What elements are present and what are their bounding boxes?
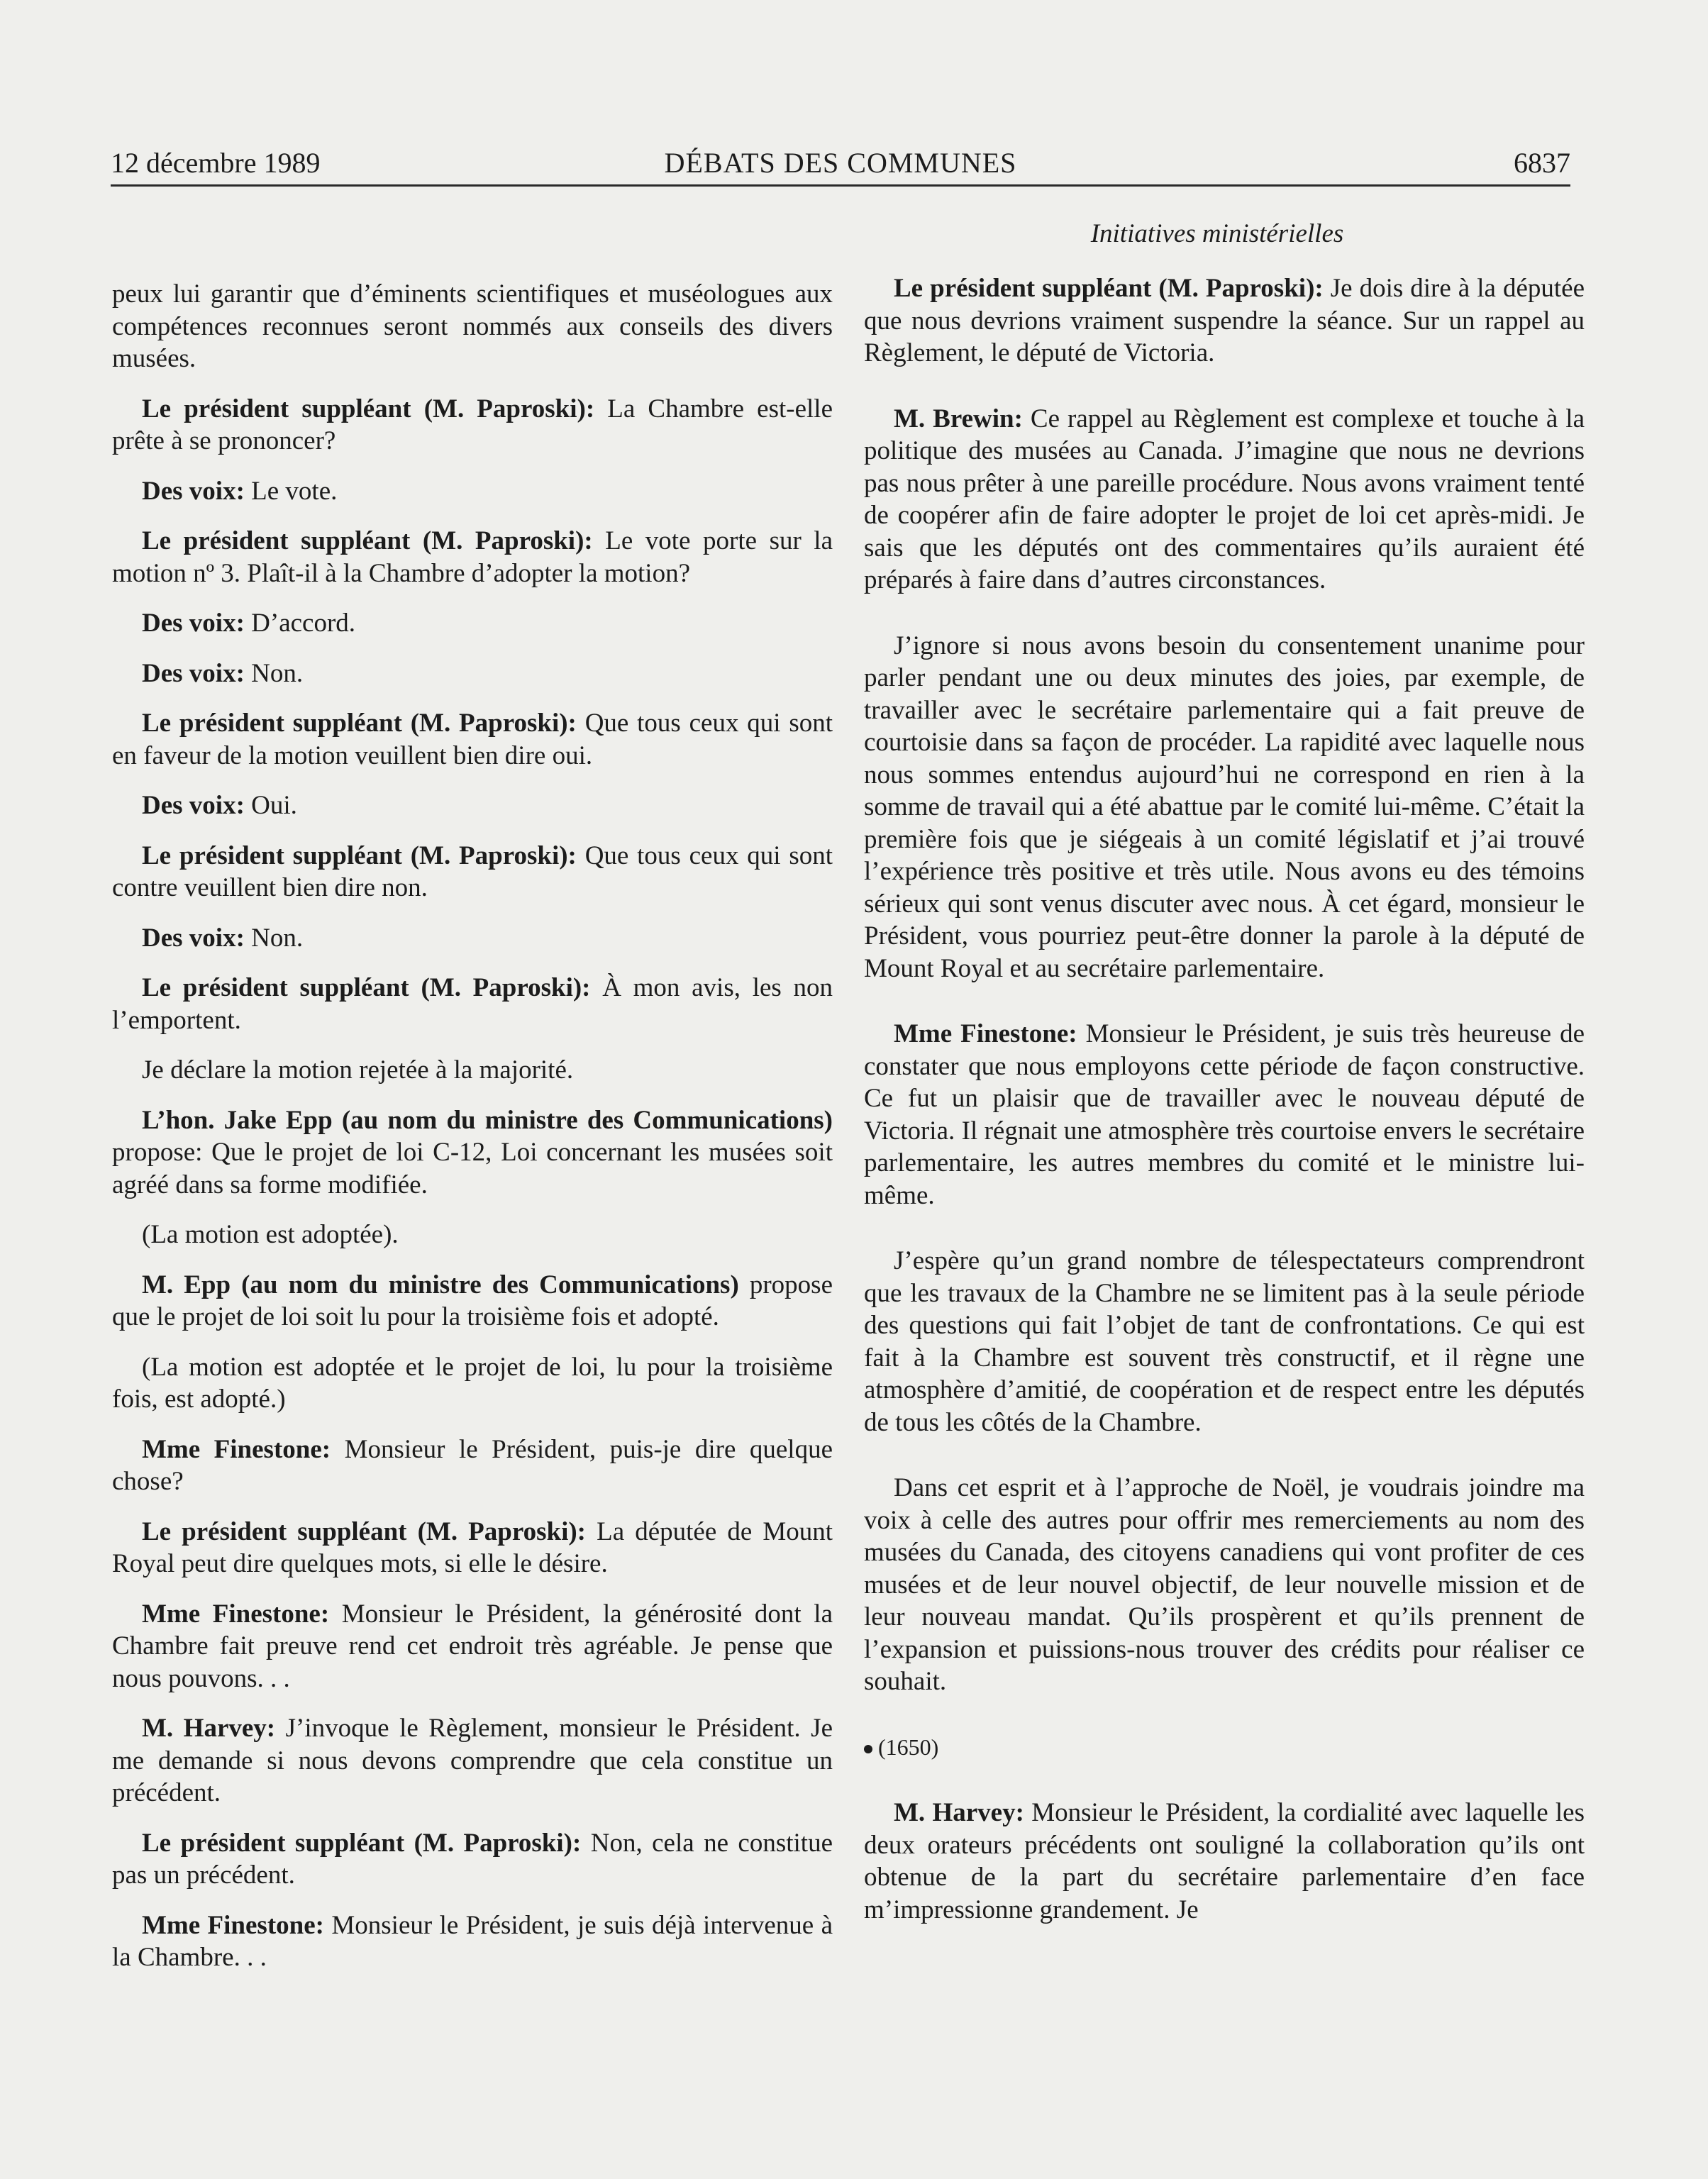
speaker-name: Le président suppléant (M. Paproski): — [142, 709, 577, 738]
paragraph — [112, 393, 833, 458]
paragraph — [112, 475, 833, 508]
paragraph-text: propose que le projet de loi soit lu pour la troisième fois et adopté. — [112, 1270, 833, 1331]
time-marker — [864, 1731, 1585, 1764]
paragraph-text: Je déclare la motion rejetée à la majorité. — [142, 1055, 574, 1085]
left-column — [112, 278, 833, 1992]
paragraph — [112, 1054, 833, 1087]
speaker-name: M. Harvey: — [142, 1714, 276, 1743]
paragraph — [112, 1269, 833, 1334]
paragraph-text: Oui. — [251, 791, 297, 820]
paragraph — [864, 1245, 1585, 1438]
speaker-name: Mme Finestone: — [142, 1434, 331, 1464]
paragraph — [112, 922, 833, 955]
section-label: Initiatives ministérielles — [1090, 219, 1344, 248]
paragraph — [112, 972, 833, 1036]
paragraph — [112, 1351, 833, 1416]
paragraph-text: À mon avis, les non l’emportent. — [112, 973, 833, 1035]
speaker-name: Le président suppléant (M. Paproski): — [142, 394, 595, 423]
page-header — [111, 142, 1570, 182]
time-marker-text: (1650) — [878, 1734, 939, 1760]
speaker-name: Des voix: — [142, 476, 245, 506]
paragraph — [112, 1909, 833, 1974]
speaker-name: Des voix: — [142, 658, 245, 688]
header-date: 12 décembre 1989 — [111, 147, 321, 179]
paragraph — [112, 1712, 833, 1809]
speaker-name: Mme Finestone: — [142, 1910, 324, 1940]
speaker-name: Le président suppléant (M. Paproski): — [142, 841, 577, 870]
paragraph — [112, 840, 833, 904]
speaker-name: Des voix: — [142, 923, 245, 953]
paragraph-text: Je dois dire à la députée que nous devrions vraiment suspendre la séance. Sur un rappel au Règlement, le député de Victoria. — [864, 274, 1585, 367]
speaker-name: Des voix: — [142, 609, 245, 638]
speaker-name: M. Harvey: — [894, 1798, 1024, 1827]
paragraph — [864, 1472, 1585, 1698]
right-column — [864, 272, 1585, 1959]
paragraph-text: J’espère qu’un grand nombre de télespectateurs comprendront que les travaux de la Chambre ne se limitent pas à la seule période des questions qui fait l’objet de tant de confrontations. Ce qui est fait à la Chambre est souvent très constructif, et il règne une atmosphère d’amitié, de coopération et de respect entre les députés de tous les côtés de la Chambre. — [864, 1246, 1585, 1437]
speaker-name: Le président suppléant (M. Paproski): — [142, 1517, 586, 1546]
speaker-name: Mme Finestone: — [894, 1019, 1077, 1048]
paragraph — [864, 1797, 1585, 1926]
paragraph-text: J’invoque le Règlement, monsieur le Président. Je me demande si nous devons comprendre que cela constitue un précédent. — [112, 1714, 833, 1807]
paragraph-text: La députée de Mount Royal peut dire quelques mots, si elle le désire. — [112, 1517, 833, 1578]
header-title: DÉBATS DES COMMUNES — [664, 147, 1017, 179]
paragraph-text: Monsieur le Président, puis-je dire quelque chose? — [112, 1434, 833, 1496]
paragraph-text: peux lui garantir que d’éminents scientifiques et muséologues aux compétences reconnues seront nommés aux conseils des divers musées. — [112, 279, 833, 373]
paragraph-text: Monsieur le Président, la générosité dont la Chambre fait preuve rend cet endroit très agréable. Je pense que nous pouvons. . . — [112, 1599, 833, 1693]
paragraph-text: Non. — [251, 923, 304, 953]
paragraph — [112, 1598, 833, 1695]
paragraph-text: (La motion est adoptée et le projet de loi, lu pour la troisième fois, est adopté.) — [112, 1352, 833, 1414]
paragraph — [112, 525, 833, 589]
paragraph-text: Que tous ceux qui sont en faveur de la motion veuillent bien dire oui. — [112, 709, 833, 770]
paragraph-text: Que tous ceux qui sont contre veuillent bien dire non. — [112, 841, 833, 902]
paragraph-text: propose: Que le projet de loi C-12, Loi concernant les musées soit agréé dans sa forme modifiée. — [112, 1138, 833, 1199]
paragraph-text: J’ignore si nous avons besoin du consentement unanime pour parler pendant une ou deux minutes des joies, par exemple, de travailler avec le secrétaire parlementaire qui a fait preuve de courtoisie dans sa façon de procéder. La rapidité avec laquelle nous nous sommes entendus aujourd’hui ne correspond en rien à la somme de travail qui a été abattue par le comité lui-même. C’était la première fois que je siégeais à un comité législatif et j’ai trouvé l’expérience très positive et très utile. Nous avons eu des témoins sérieux qui sont venus discuter avec nous. À cet égard, monsieur le Président, vous pourriez peut-être donner la parole à la député de Mount Royal et au secrétaire parlementaire. — [864, 631, 1585, 983]
paragraph-text: D’accord. — [251, 609, 356, 638]
paragraph-text: Le vote porte sur la motion nº 3. Plaît-il à la Chambre d’adopter la motion? — [112, 526, 833, 588]
paragraph-text: Non, cela ne constitue pas un précédent. — [112, 1828, 833, 1890]
paragraph-text: Monsieur le Président, je suis très heureuse de constater que nous employons cette période de façon constructive. Ce fut un plaisir que de travailler avec le nouveau député de Victoria. Il régnait une atmosphère très courtoise envers le secrétaire parlementaire, les autres membres du comité et le ministre lui-même. — [864, 1019, 1585, 1210]
speaker-name: Le président suppléant (M. Paproski): — [142, 526, 593, 555]
paragraph-text: Dans cet esprit et à l’approche de Noël, je voudrais joindre ma voix à celle des autres pour offrir mes remerciements au nom des musées du Canada, des citoyens canadiens qui vont profiter de ces musées et de leur nouvel objectif, de leur nouvelle mission et de leur nouveau mandat. Qu’ils prospèrent et qu’ils prennent de l’expansion et puissions-nous trouver des crédits pour réaliser ce souhait. — [864, 1473, 1585, 1696]
paragraph-text: (La motion est adoptée). — [142, 1220, 399, 1249]
paragraph — [112, 1434, 833, 1498]
paragraph — [864, 403, 1585, 597]
paragraph-text: Ce rappel au Règlement est complexe et touche à la politique des musées au Canada. J’imagine que nous ne devrions pas nous prêter à une pareille procédure. Nous avons vraiment tenté de coopérer afin de faire adopter le projet de loi cet après-midi. Je sais que les députés ont des commentaires qu’ils auraient été préparés à faire dans d’autres circonstances. — [864, 404, 1585, 594]
paragraph-text: Le vote. — [251, 476, 338, 506]
paragraph — [112, 658, 833, 690]
paragraph-text: Monsieur le Président, la cordialité avec laquelle les deux orateurs précédents ont souligné la collaboration qu’ils ont obtenue de la part du secrétaire parlementaire d’en face m’impressionne grandement. Je — [864, 1798, 1585, 1924]
paragraph — [112, 1516, 833, 1580]
paragraph — [112, 278, 833, 375]
paragraph — [864, 272, 1585, 370]
paragraph-text: La Chambre est-elle prête à se prononcer? — [112, 394, 833, 455]
bullet-icon — [864, 1745, 872, 1753]
speaker-name: M. Brewin: — [894, 404, 1023, 433]
speaker-name: Le président suppléant (M. Paproski): — [142, 1828, 582, 1858]
speaker-name: Le président suppléant (M. Paproski): — [894, 274, 1324, 303]
paragraph-text: Monsieur le Président, je suis déjà intervenue à la Chambre. . . — [112, 1910, 833, 1972]
paragraph — [864, 630, 1585, 985]
header-rule — [111, 184, 1570, 187]
speaker-name: M. Epp (au nom du ministre des Communications) — [142, 1270, 739, 1299]
speaker-name: Des voix: — [142, 791, 245, 820]
paragraph — [112, 607, 833, 640]
paragraph — [112, 1104, 833, 1202]
paragraph — [112, 1219, 833, 1251]
header-page-number: 6837 — [1514, 147, 1570, 179]
paragraph — [112, 707, 833, 772]
paragraph — [112, 789, 833, 822]
speaker-name: L’hon. Jake Epp (au nom du ministre des Communications) — [142, 1105, 833, 1135]
paragraph — [112, 1827, 833, 1892]
paragraph-text: Non. — [251, 658, 304, 688]
speaker-name: Le président suppléant (M. Paproski): — [142, 973, 591, 1002]
speaker-name: Mme Finestone: — [142, 1599, 330, 1629]
paragraph — [864, 1018, 1585, 1212]
